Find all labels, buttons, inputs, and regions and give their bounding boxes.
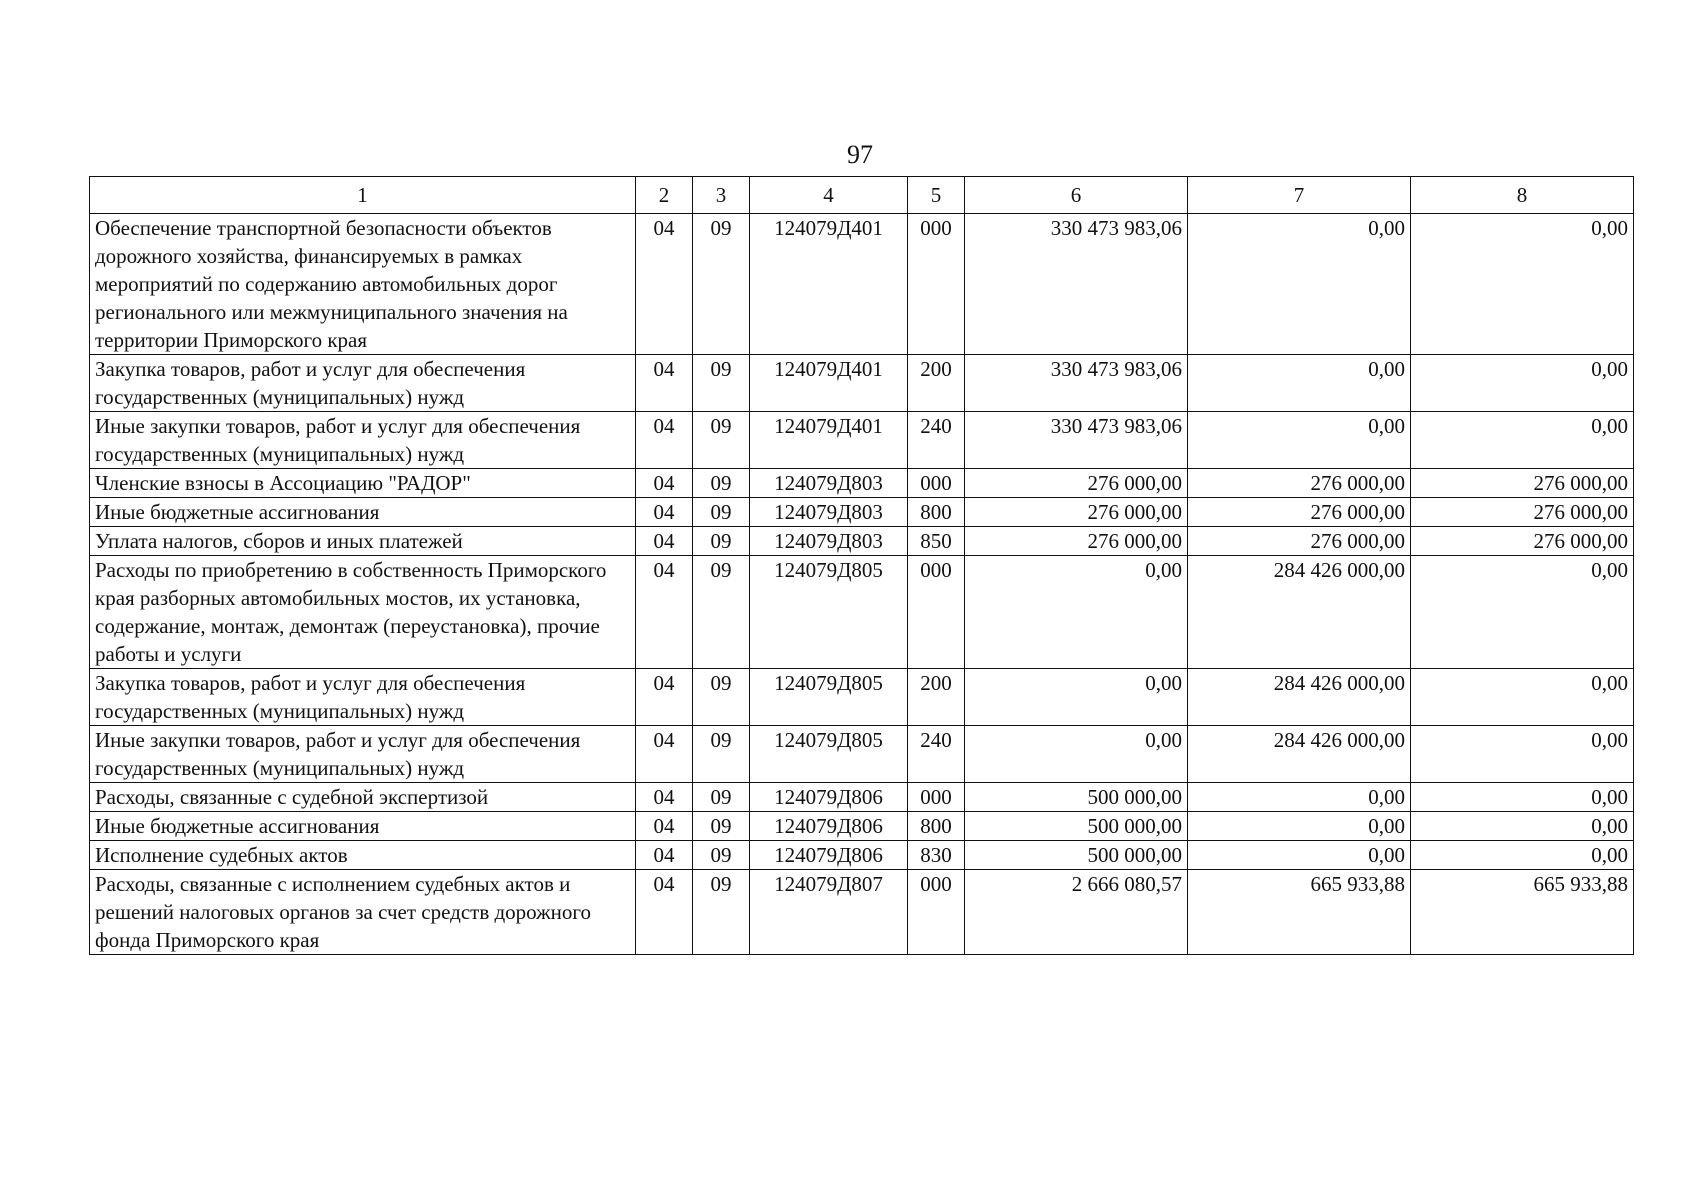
amount-col6: 330 473 983,06 [965, 412, 1188, 469]
row-name: Обеспечение транспортной безопасности объектов дорожного хозяйства, финансируемых в рамках мероприятий по содержанию автомобильных дорог регионального или межмуниципального значения на территории Приморского края [90, 214, 636, 355]
row-name: Членские взносы в Ассоциацию "РАДОР" [90, 469, 636, 498]
row-name: Закупка товаров, работ и услуг для обеспечения государственных (муниципальных) нужд [90, 355, 636, 412]
amount-col6: 330 473 983,06 [965, 355, 1188, 412]
expense-type-code: 240 [908, 412, 965, 469]
table-row [90, 469, 1634, 498]
target-article-code: 124079Д803 [750, 527, 908, 556]
amount-col6: 0,00 [965, 669, 1188, 726]
row-name: Расходы по приобретению в собственность Приморского края разборных автомобильных мостов, их установка, содержание, монтаж, демонтаж (переустановка), прочие работы и услуги [90, 556, 636, 669]
expense-type-code: 000 [908, 469, 965, 498]
expense-type-code: 000 [908, 214, 965, 355]
column-header: 5 [908, 177, 965, 214]
column-header: 3 [693, 177, 750, 214]
section-code: 04 [636, 214, 693, 355]
row-name: Иные закупки товаров, работ и услуг для обеспечения государственных (муниципальных) нужд [90, 412, 636, 469]
column-header: 4 [750, 177, 908, 214]
target-article-code: 124079Д805 [750, 556, 908, 669]
column-header: 1 [90, 177, 636, 214]
target-article-code: 124079Д401 [750, 214, 908, 355]
expense-type-code: 200 [908, 355, 965, 412]
amount-col8: 276 000,00 [1411, 527, 1634, 556]
section-code: 04 [636, 556, 693, 669]
expense-type-code: 800 [908, 812, 965, 841]
table-row [90, 527, 1634, 556]
amount-col8: 0,00 [1411, 355, 1634, 412]
row-name: Иные закупки товаров, работ и услуг для обеспечения государственных (муниципальных) нужд [90, 726, 636, 783]
expense-type-code: 850 [908, 527, 965, 556]
table-row [90, 841, 1634, 870]
section-code: 04 [636, 870, 693, 955]
expense-type-code: 830 [908, 841, 965, 870]
section-code: 04 [636, 469, 693, 498]
amount-col7: 0,00 [1188, 783, 1411, 812]
subsection-code: 09 [693, 783, 750, 812]
amount-col8: 0,00 [1411, 783, 1634, 812]
row-name: Иные бюджетные ассигнования [90, 812, 636, 841]
amount-col8: 276 000,00 [1411, 498, 1634, 527]
subsection-code: 09 [693, 556, 750, 669]
target-article-code: 124079Д803 [750, 469, 908, 498]
amount-col8: 276 000,00 [1411, 469, 1634, 498]
amount-col7: 276 000,00 [1188, 527, 1411, 556]
subsection-code: 09 [693, 726, 750, 783]
section-code: 04 [636, 726, 693, 783]
section-code: 04 [636, 812, 693, 841]
amount-col8: 0,00 [1411, 726, 1634, 783]
subsection-code: 09 [693, 412, 750, 469]
table-row [90, 812, 1634, 841]
section-code: 04 [636, 841, 693, 870]
amount-col7: 665 933,88 [1188, 870, 1411, 955]
table-row [90, 669, 1634, 726]
row-name: Уплата налогов, сборов и иных платежей [90, 527, 636, 556]
table-row [90, 214, 1634, 355]
subsection-code: 09 [693, 669, 750, 726]
amount-col6: 2 666 080,57 [965, 870, 1188, 955]
amount-col8: 0,00 [1411, 412, 1634, 469]
section-code: 04 [636, 669, 693, 726]
table-row [90, 783, 1634, 812]
amount-col6: 276 000,00 [965, 498, 1188, 527]
target-article-code: 124079Д803 [750, 498, 908, 527]
amount-col6: 0,00 [965, 556, 1188, 669]
subsection-code: 09 [693, 812, 750, 841]
row-name: Исполнение судебных актов [90, 841, 636, 870]
amount-col6: 276 000,00 [965, 469, 1188, 498]
row-name: Иные бюджетные ассигнования [90, 498, 636, 527]
target-article-code: 124079Д805 [750, 726, 908, 783]
subsection-code: 09 [693, 355, 750, 412]
page-number: 97 [847, 140, 873, 169]
row-name: Расходы, связанные с судебной экспертизой [90, 783, 636, 812]
amount-col8: 0,00 [1411, 669, 1634, 726]
table-row [90, 556, 1634, 669]
amount-col7: 276 000,00 [1188, 469, 1411, 498]
table-row [90, 498, 1634, 527]
section-code: 04 [636, 783, 693, 812]
amount-col7: 284 426 000,00 [1188, 556, 1411, 669]
target-article-code: 124079Д806 [750, 812, 908, 841]
subsection-code: 09 [693, 214, 750, 355]
expense-type-code: 200 [908, 669, 965, 726]
subsection-code: 09 [693, 498, 750, 527]
target-article-code: 124079Д805 [750, 669, 908, 726]
amount-col6: 0,00 [965, 726, 1188, 783]
target-article-code: 124079Д807 [750, 870, 908, 955]
amount-col7: 0,00 [1188, 355, 1411, 412]
amount-col8: 0,00 [1411, 556, 1634, 669]
table-row [90, 412, 1634, 469]
expense-type-code: 800 [908, 498, 965, 527]
amount-col6: 276 000,00 [965, 527, 1188, 556]
section-code: 04 [636, 527, 693, 556]
subsection-code: 09 [693, 841, 750, 870]
amount-col7: 284 426 000,00 [1188, 726, 1411, 783]
amount-col6: 330 473 983,06 [965, 214, 1188, 355]
table-row [90, 726, 1634, 783]
budget-table [89, 176, 1634, 955]
table-row [90, 870, 1634, 955]
amount-col7: 0,00 [1188, 841, 1411, 870]
amount-col8: 665 933,88 [1411, 870, 1634, 955]
target-article-code: 124079Д401 [750, 412, 908, 469]
expense-type-code: 000 [908, 870, 965, 955]
amount-col7: 276 000,00 [1188, 498, 1411, 527]
amount-col6: 500 000,00 [965, 783, 1188, 812]
column-header: 8 [1411, 177, 1634, 214]
amount-col7: 0,00 [1188, 214, 1411, 355]
amount-col6: 500 000,00 [965, 841, 1188, 870]
row-name: Расходы, связанные с исполнением судебных актов и решений налоговых органов за счет средств дорожного фонда Приморского края [90, 870, 636, 955]
subsection-code: 09 [693, 527, 750, 556]
section-code: 04 [636, 355, 693, 412]
amount-col7: 284 426 000,00 [1188, 669, 1411, 726]
column-header: 7 [1188, 177, 1411, 214]
expense-type-code: 000 [908, 556, 965, 669]
amount-col7: 0,00 [1188, 812, 1411, 841]
target-article-code: 124079Д806 [750, 841, 908, 870]
target-article-code: 124079Д806 [750, 783, 908, 812]
amount-col8: 0,00 [1411, 841, 1634, 870]
amount-col6: 500 000,00 [965, 812, 1188, 841]
amount-col7: 0,00 [1188, 412, 1411, 469]
section-code: 04 [636, 498, 693, 527]
amount-col8: 0,00 [1411, 214, 1634, 355]
table-row [90, 355, 1634, 412]
column-header: 2 [636, 177, 693, 214]
expense-type-code: 000 [908, 783, 965, 812]
subsection-code: 09 [693, 469, 750, 498]
row-name: Закупка товаров, работ и услуг для обеспечения государственных (муниципальных) нужд [90, 669, 636, 726]
target-article-code: 124079Д401 [750, 355, 908, 412]
section-code: 04 [636, 412, 693, 469]
header-row [90, 177, 1634, 214]
column-header: 6 [965, 177, 1188, 214]
amount-col8: 0,00 [1411, 812, 1634, 841]
expense-type-code: 240 [908, 726, 965, 783]
subsection-code: 09 [693, 870, 750, 955]
